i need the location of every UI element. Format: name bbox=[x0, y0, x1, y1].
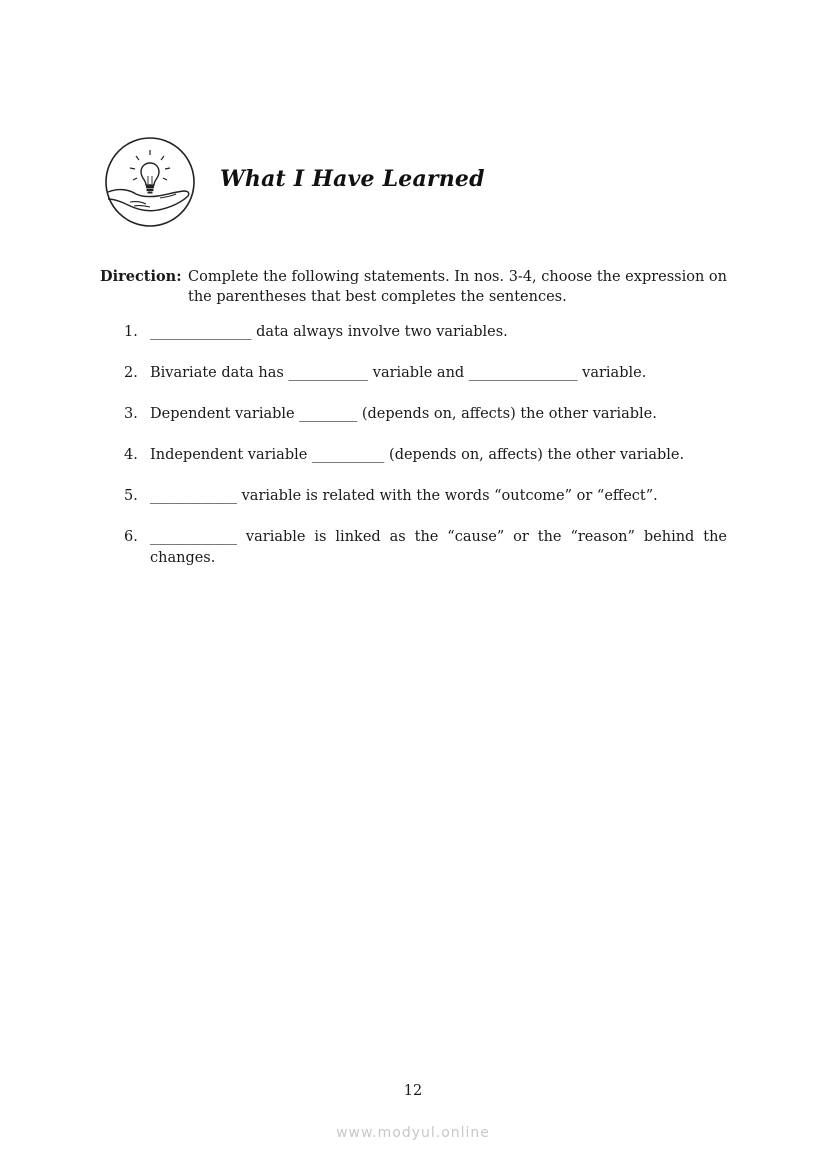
item-text: ____________ variable is related with the words “outcome” or “effect”. bbox=[150, 488, 658, 504]
item-number: 3. bbox=[124, 406, 138, 422]
list-item bbox=[124, 404, 727, 425]
item-number: 5. bbox=[124, 488, 138, 504]
direction-block bbox=[100, 267, 727, 307]
direction-text: Complete the following statements. In nos. 3-4, choose the expression on the parentheses that best completes the sentences. bbox=[188, 269, 727, 305]
list-item bbox=[124, 322, 727, 343]
item-number: 2. bbox=[124, 365, 138, 381]
list-item bbox=[124, 527, 727, 569]
item-number: 1. bbox=[124, 324, 138, 340]
page-number: 12 bbox=[403, 1083, 423, 1099]
item-text: Dependent variable ________ (depends on, affects) the other variable. bbox=[150, 406, 657, 422]
item-number: 4. bbox=[124, 447, 138, 463]
item-text: Independent variable __________ (depends on, affects) the other variable. bbox=[150, 447, 685, 463]
item-text: ____________ variable is linked as the “cause” or the “reason” behind the changes. bbox=[150, 529, 727, 566]
item-text: ______________ data always involve two variables. bbox=[150, 324, 508, 340]
list-item bbox=[124, 486, 727, 507]
watermark: www.modyul.online bbox=[336, 1125, 490, 1141]
lightbulb-in-hand-icon bbox=[104, 136, 196, 228]
section-title: What I Have Learned bbox=[220, 166, 485, 192]
item-text: Bivariate data has ___________ variable and _______________ variable. bbox=[150, 365, 647, 381]
direction-label: Direction: bbox=[100, 268, 182, 285]
item-number: 6. bbox=[124, 529, 138, 545]
list-item bbox=[124, 445, 727, 466]
statement-list bbox=[124, 322, 727, 589]
list-item bbox=[124, 363, 727, 384]
